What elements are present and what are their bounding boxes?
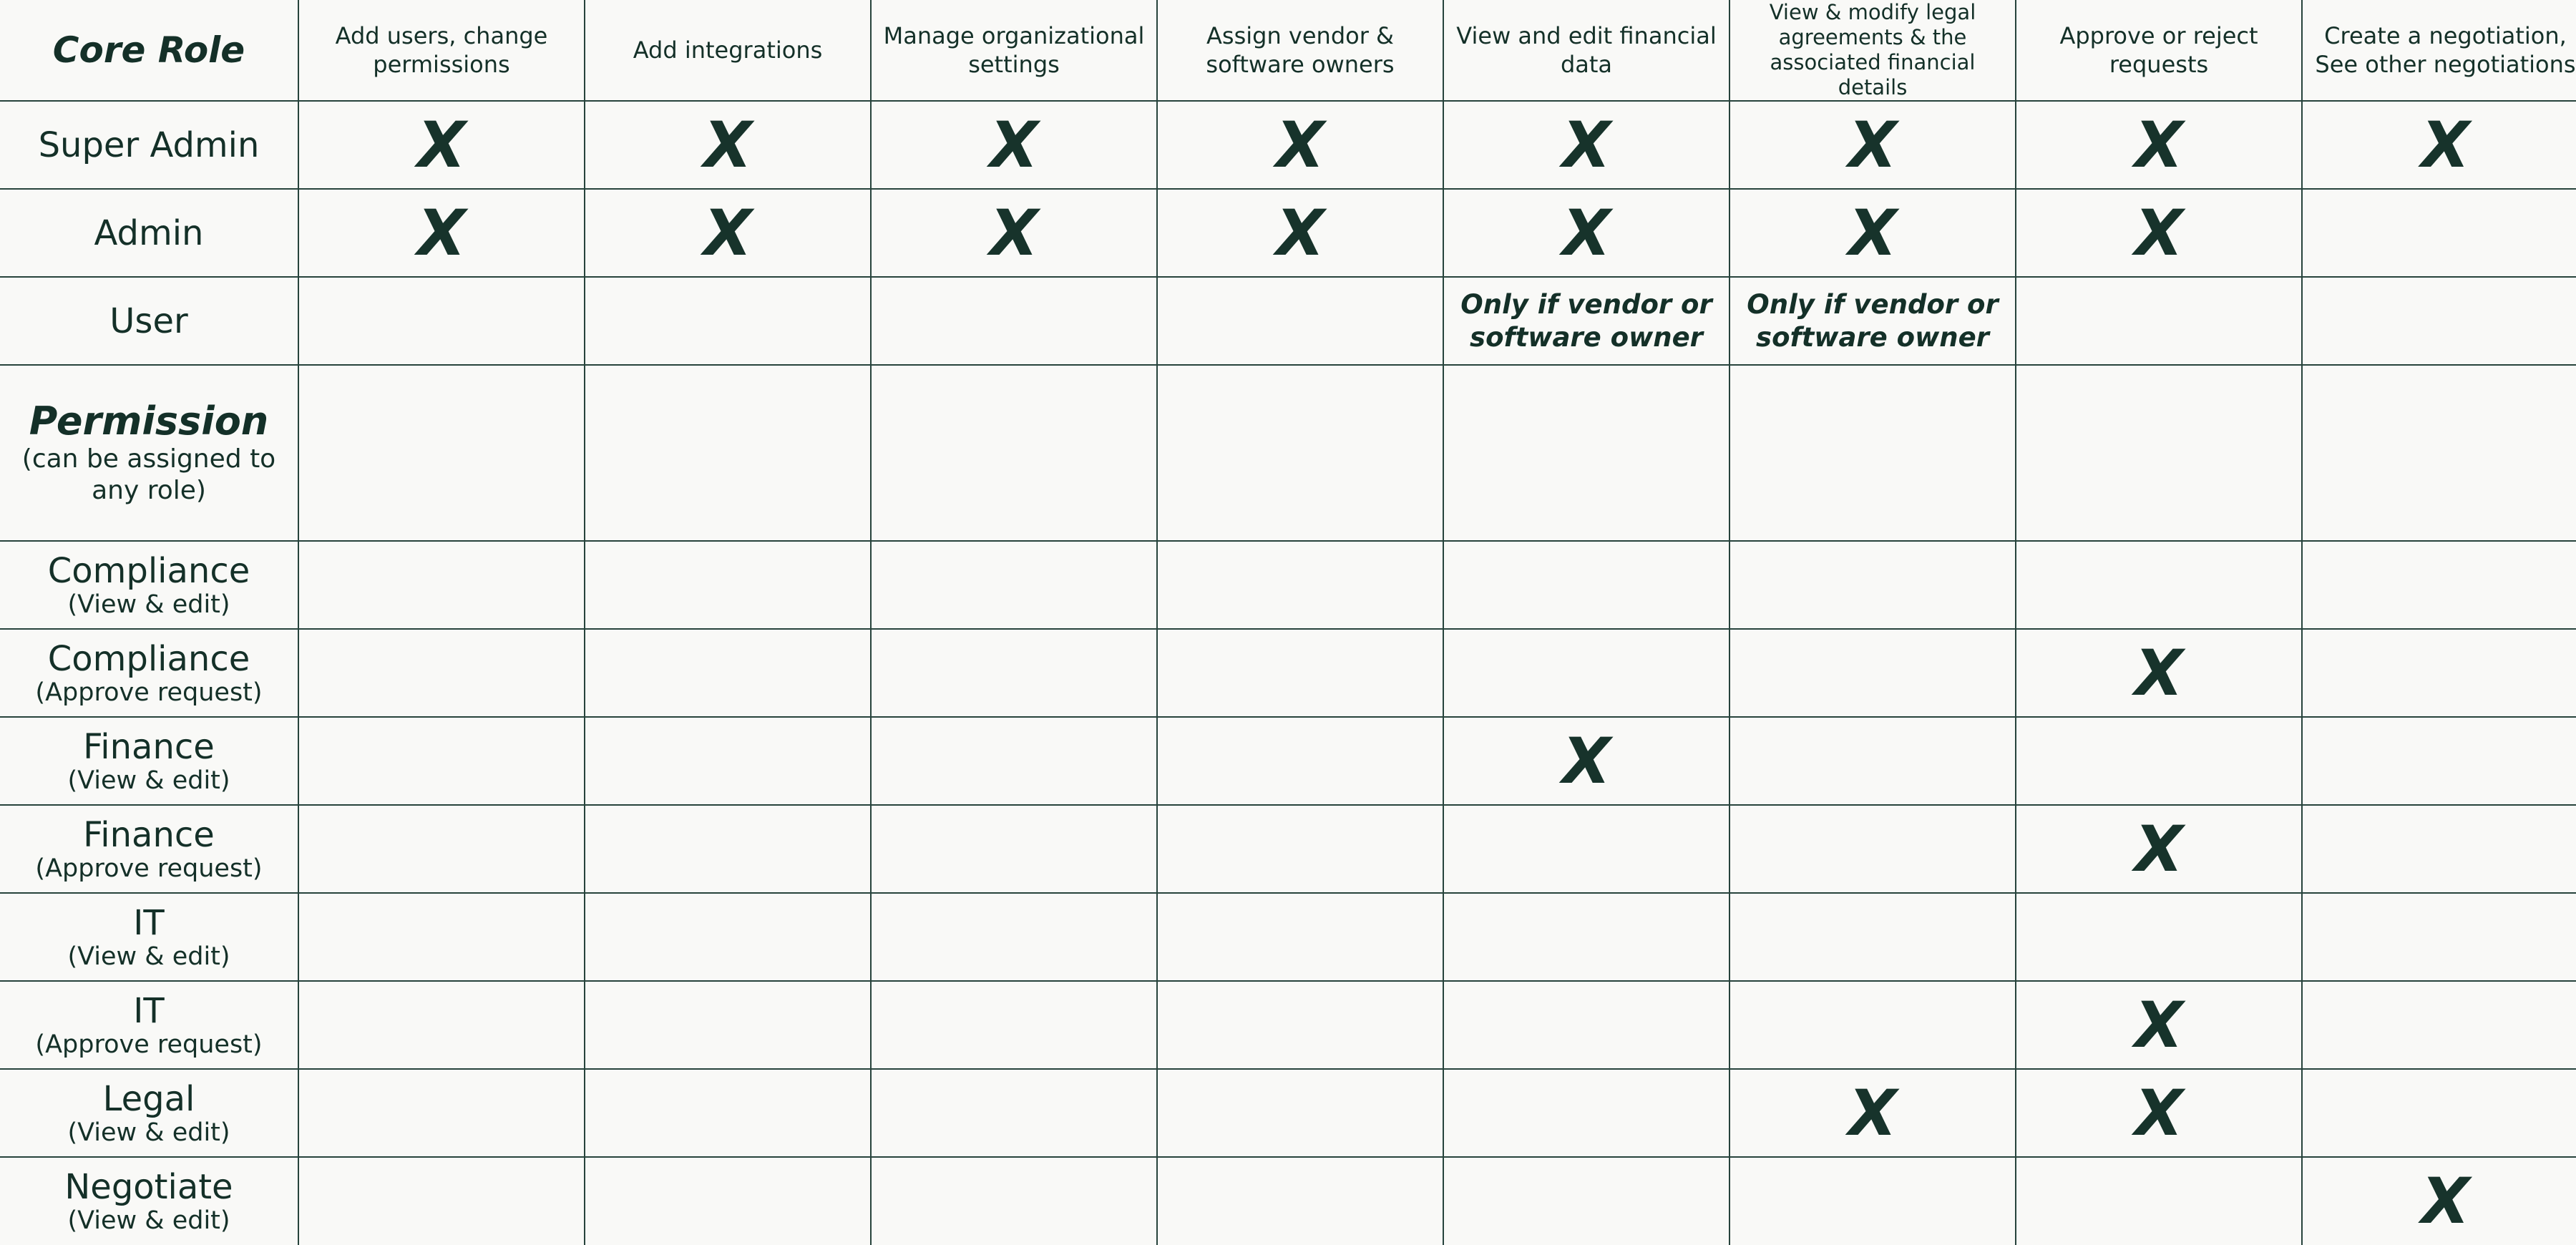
check-mark: X [703,107,752,182]
check-mark: X [1562,107,1611,182]
matrix-cell [2302,805,2576,893]
column-header-cell [1443,0,1729,101]
check-mark: X [1562,723,1611,798]
matrix-cell [1729,629,2016,717]
matrix-cell [2016,1069,2302,1157]
check-mark: X [2421,107,2470,182]
matrix-cell [585,981,871,1069]
permission-row [0,805,2576,893]
matrix-cell [2302,981,2576,1069]
matrix-cell [298,101,585,189]
column-header: Create a negotiation, See other negotiations [2315,22,2576,78]
matrix-cell [871,541,1157,629]
permission-name: Legal [102,1078,195,1119]
matrix-cell [2016,717,2302,805]
matrix-cell [871,629,1157,717]
matrix-cell [1157,981,1443,1069]
check-mark: X [417,107,466,182]
core-role-row [0,189,2576,277]
conditional-note: Only if vendor or software owner [1460,288,1712,353]
matrix-cell [871,1157,1157,1245]
check-mark: X [1562,195,1611,270]
check-mark: X [703,195,752,270]
matrix-cell [871,717,1157,805]
matrix-cell [2016,629,2302,717]
matrix-cell [1443,981,1729,1069]
permission-label-cell [0,1069,298,1157]
matrix-cell [1443,1157,1729,1245]
permission-scope: (View & edit) [67,1118,230,1147]
core-role-header-cell [0,0,298,101]
check-mark: X [1848,107,1897,182]
matrix-cell [1157,365,1443,541]
matrix-cell [1443,717,1729,805]
matrix-cell [1157,277,1443,365]
permission-label-cell [0,1157,298,1245]
matrix-cell [298,189,585,277]
matrix-cell [2016,893,2302,981]
role-name: Admin [94,213,204,253]
column-header: Approve or reject requests [2059,22,2258,78]
column-header: View & modify legal agreements & the associated financial details [1769,0,1976,99]
check-mark: X [2135,195,2183,270]
role-label-cell [0,189,298,277]
permission-scope: (Approve request) [35,854,263,883]
permission-label-cell [0,629,298,717]
permission-name: Finance [83,726,215,767]
matrix-cell [1729,893,2016,981]
matrix-cell [2302,189,2576,277]
check-mark: X [2135,1075,2183,1150]
permission-row [0,1069,2576,1157]
matrix-cell [585,1157,871,1245]
column-header: Assign vendor & software owners [1206,22,1395,78]
matrix-cell [2016,541,2302,629]
matrix-cell [871,101,1157,189]
check-mark: X [990,195,1038,270]
core-role-row [0,101,2576,189]
check-mark: X [1276,195,1324,270]
permission-name: Compliance [47,550,250,591]
matrix-cell [2016,277,2302,365]
header-row [0,0,2576,101]
matrix-cell [1157,1157,1443,1245]
permission-row [0,629,2576,717]
matrix-cell [298,1069,585,1157]
matrix-cell [2302,541,2576,629]
matrix-cell [871,277,1157,365]
check-mark: X [2135,811,2183,886]
column-header: Add integrations [633,36,823,64]
matrix-cell [1443,1069,1729,1157]
matrix-cell [871,981,1157,1069]
core-role-row [0,277,2576,365]
column-header-cell [298,0,585,101]
permission-scope: (Approve request) [35,1030,263,1059]
matrix-cell [871,805,1157,893]
permission-name: IT [133,990,165,1031]
matrix-cell [298,717,585,805]
column-header-cell [2302,0,2576,101]
permission-name: Finance [83,814,215,855]
matrix-cell [585,365,871,541]
matrix-cell [1729,541,2016,629]
permission-scope: (View & edit) [67,942,230,971]
permission-row [0,893,2576,981]
conditional-note: Only if vendor or software owner [1747,288,1999,353]
permission-label-cell [0,541,298,629]
matrix-cell [2016,189,2302,277]
matrix-cell [1157,805,1443,893]
matrix-cell [871,893,1157,981]
matrix-cell [585,277,871,365]
permission-label-cell [0,805,298,893]
column-header: View and edit financial data [1456,22,1717,78]
matrix-cell [1443,101,1729,189]
core-role-title: Core Role [52,29,245,71]
matrix-cell [2302,1157,2576,1245]
matrix-cell [2302,101,2576,189]
column-header-cell [585,0,871,101]
matrix-cell [298,277,585,365]
matrix-cell [1729,1157,2016,1245]
matrix-cell [585,101,871,189]
matrix-cell [1157,629,1443,717]
matrix-cell [2302,1069,2576,1157]
matrix-cell [585,1069,871,1157]
matrix-cell [1729,981,2016,1069]
column-header-cell [1729,0,2016,101]
matrix-cell [585,629,871,717]
matrix-cell [585,189,871,277]
column-header-cell [1157,0,1443,101]
permission-scope: (View & edit) [67,590,230,619]
matrix-cell [871,1069,1157,1157]
permission-scope: (Approve request) [35,678,263,707]
permission-scope: (View & edit) [67,766,230,795]
matrix-cell [1443,365,1729,541]
check-mark: X [417,195,466,270]
check-mark: X [2135,987,2183,1062]
role-name: Super Admin [38,125,260,165]
matrix-cell [1729,101,2016,189]
matrix-cell [1729,1069,2016,1157]
matrix-cell [298,629,585,717]
check-mark: X [990,107,1038,182]
matrix-cell [2302,629,2576,717]
matrix-cell [1729,805,2016,893]
permission-label-cell [0,717,298,805]
matrix-cell [298,1157,585,1245]
matrix-cell [1729,189,2016,277]
matrix-cell [1729,365,2016,541]
matrix-cell [2016,101,2302,189]
permission-label-cell [0,893,298,981]
permission-row [0,717,2576,805]
matrix-cell [2302,893,2576,981]
column-header-cell [871,0,1157,101]
role-label-cell [0,277,298,365]
column-header: Add users, change permissions [335,22,548,78]
matrix-cell [1729,277,2016,365]
check-mark: X [2135,107,2183,182]
permission-label-cell [0,981,298,1069]
matrix-cell [871,365,1157,541]
matrix-cell [1157,1069,1443,1157]
matrix-cell [1157,189,1443,277]
matrix-cell [1157,717,1443,805]
role-name: User [109,301,188,341]
matrix-cell [1443,893,1729,981]
permission-row [0,1157,2576,1245]
check-mark: X [1848,1075,1897,1150]
permission-subtitle: (can be assigned to any role) [21,444,276,505]
matrix-cell [298,893,585,981]
matrix-cell [1443,277,1729,365]
role-label-cell [0,101,298,189]
matrix-cell [298,805,585,893]
matrix-cell [2302,277,2576,365]
permission-title: Permission [29,399,269,444]
matrix-cell [585,805,871,893]
permission-name: Negotiate [64,1167,233,1207]
permission-header-row [0,365,2576,541]
matrix-cell [2016,365,2302,541]
matrix-cell [2016,1157,2302,1245]
column-header-cell [2016,0,2302,101]
matrix-cell [1157,893,1443,981]
matrix-cell [298,365,585,541]
matrix-cell [871,189,1157,277]
matrix-cell [1157,541,1443,629]
check-mark: X [2421,1164,2470,1238]
matrix-cell [1443,189,1729,277]
matrix-cell [1729,717,2016,805]
column-header: Manage organizational settings [883,22,1145,78]
matrix-cell [1157,101,1443,189]
permission-scope: (View & edit) [67,1206,230,1235]
permission-name: Compliance [47,638,250,679]
permission-name: IT [133,902,165,943]
matrix-cell [1443,805,1729,893]
matrix-cell [1443,629,1729,717]
check-mark: X [1848,195,1897,270]
matrix-cell [585,717,871,805]
matrix-cell [298,541,585,629]
check-mark: X [2135,635,2183,710]
matrix-cell [298,981,585,1069]
matrix-cell [2016,981,2302,1069]
permission-header-cell [0,365,298,541]
check-mark: X [1276,107,1324,182]
matrix-cell [585,541,871,629]
matrix-cell [2302,365,2576,541]
matrix-cell [2302,717,2576,805]
matrix-cell [1443,541,1729,629]
permission-row [0,981,2576,1069]
matrix-cell [585,893,871,981]
matrix-cell [2016,805,2302,893]
permission-row [0,541,2576,629]
